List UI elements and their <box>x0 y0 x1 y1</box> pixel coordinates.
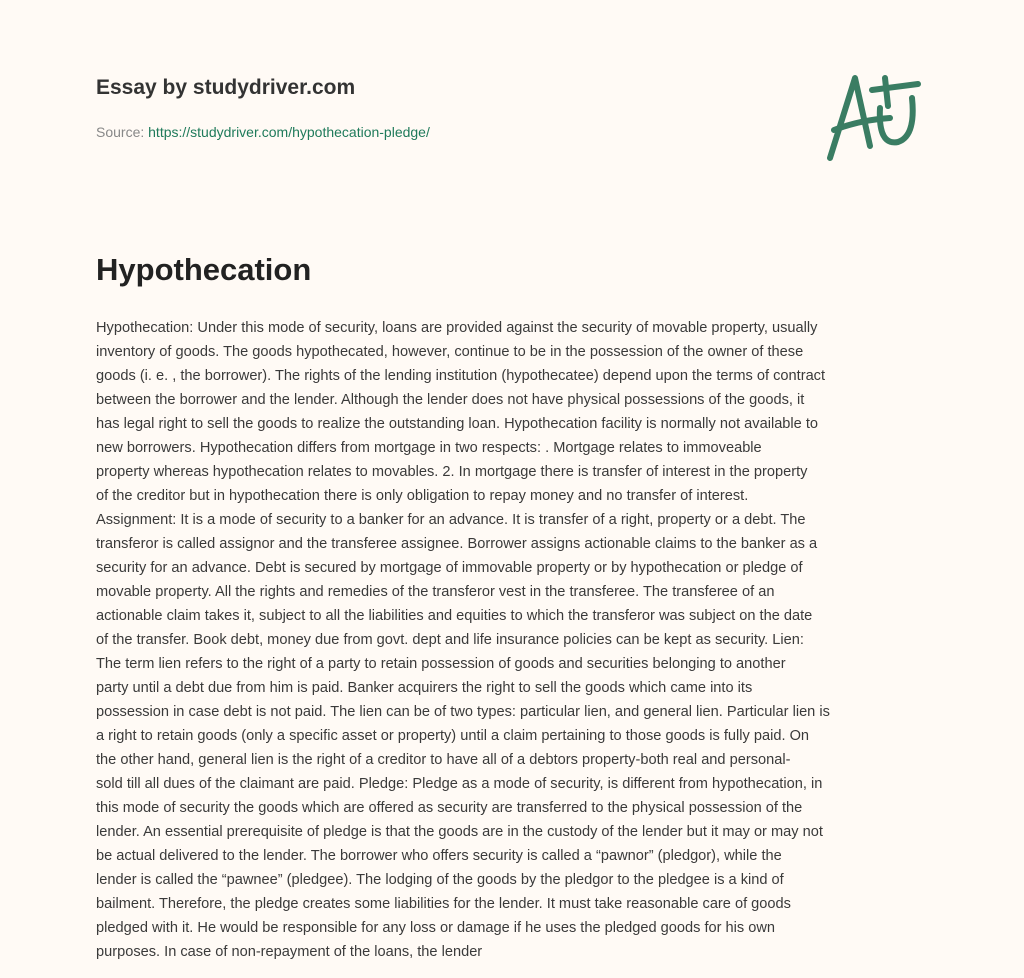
source-line <box>96 124 430 140</box>
essay-text-line: security for an advance. Debt is secured by mortgage of immovable property or by hypothecation or pledge of <box>96 560 803 576</box>
essay-text-line: new borrowers. Hypothecation differs from mortgage in two respects: . Mortgage relates to immoveable <box>96 440 762 456</box>
essay-text-line: party until a debt due from him is paid. Banker acquirers the right to sell the goods which came into its <box>96 680 753 696</box>
essay-text-line: be actual delivered to the lender. The borrower who offers security is called a “pawnor” (pledgor), while the <box>96 848 782 864</box>
essay-text-line: goods (i. e. , the borrower). The rights of the lending institution (hypothecatee) depend upon the terms of contract <box>96 368 826 384</box>
essay-text-line: has legal right to sell the goods to realize the outstanding loan. Hypothecation facility is normally not available to <box>96 416 819 432</box>
site-title: Essay by studydriver.com <box>96 76 356 99</box>
essay-text-line: pledged with it. He would be responsible for any loss or damage if he uses the pledged goods for his own <box>96 920 776 936</box>
essay-body <box>96 316 936 964</box>
essay-text-line: lender is called the “pawnee” (pledgee). The lodging of the goods by the pledgor to the pledgee is a kind of <box>96 872 784 888</box>
essay-text-line: property whereas hypothecation relates to movables. 2. In mortgage there is transfer of interest in the property <box>96 464 808 480</box>
a-plus-logo-icon <box>820 68 930 168</box>
essay-text-line: purposes. In case of non-repayment of the loans, the lender <box>96 944 483 960</box>
essay-text-line: between the borrower and the lender. Although the lender does not have physical possessions of the goods, it <box>96 392 805 408</box>
essay-text-line: movable property. All the rights and remedies of the transferor vest in the transferee. The transferee of an <box>96 584 775 600</box>
essay-text-line: The term lien refers to the right of a party to retain possession of goods and securities belonging to another <box>96 656 786 672</box>
essay-text-line: bailment. Therefore, the pledge creates some liabilities for the lender. It must take reasonable care of goods <box>96 896 791 912</box>
source-label: Source: <box>96 124 145 140</box>
essay-text-line: Hypothecation: Under this mode of security, loans are provided against the security of movable property, usually <box>96 320 818 336</box>
essay-text-line: sold till all dues of the claimant are paid. Pledge: Pledge as a mode of security, is different from hypothecation, in <box>96 776 823 792</box>
essay-text-line: inventory of goods. The goods hypothecated, however, continue to be in the possession of the owner of these <box>96 344 804 360</box>
essay-text-line: this mode of security the goods which are offered as security are transferred to the physical possession of the <box>96 800 803 816</box>
essay-text-line: of the transfer. Book debt, money due from govt. dept and life insurance policies can be kept as security. Lien: <box>96 632 804 648</box>
source-link[interactable]: https://studydriver.com/hypothecation-pledge/ <box>148 124 430 140</box>
essay-text-line: actionable claim takes it, subject to all the liabilities and equities to which the transferor was subject on the date <box>96 608 813 624</box>
essay-text-line: transferor is called assignor and the transferee assignee. Borrower assigns actionable claims to the banker as a <box>96 536 818 552</box>
essay-text-line: lender. An essential prerequisite of pledge is that the goods are in the custody of the lender but it may or may not <box>96 824 823 840</box>
essay-text-line: the other hand, general lien is the right of a creditor to have all of a debtors property-both real and personal- <box>96 752 791 768</box>
essay-text-line: possession in case debt is not paid. The lien can be of two types: particular lien, and general lien. Particular lien is <box>96 704 830 720</box>
essay-text-line: a right to retain goods (only a specific asset or property) until a claim pertaining to those goods is fully paid. On <box>96 728 810 744</box>
essay-text-line: of the creditor but in hypothecation there is only obligation to repay money and no transfer of interest. <box>96 488 749 504</box>
essay-title: Hypothecation <box>96 252 312 287</box>
essay-text-line: Assignment: It is a mode of security to a banker for an advance. It is transfer of a right, property or a debt. The <box>96 512 806 528</box>
